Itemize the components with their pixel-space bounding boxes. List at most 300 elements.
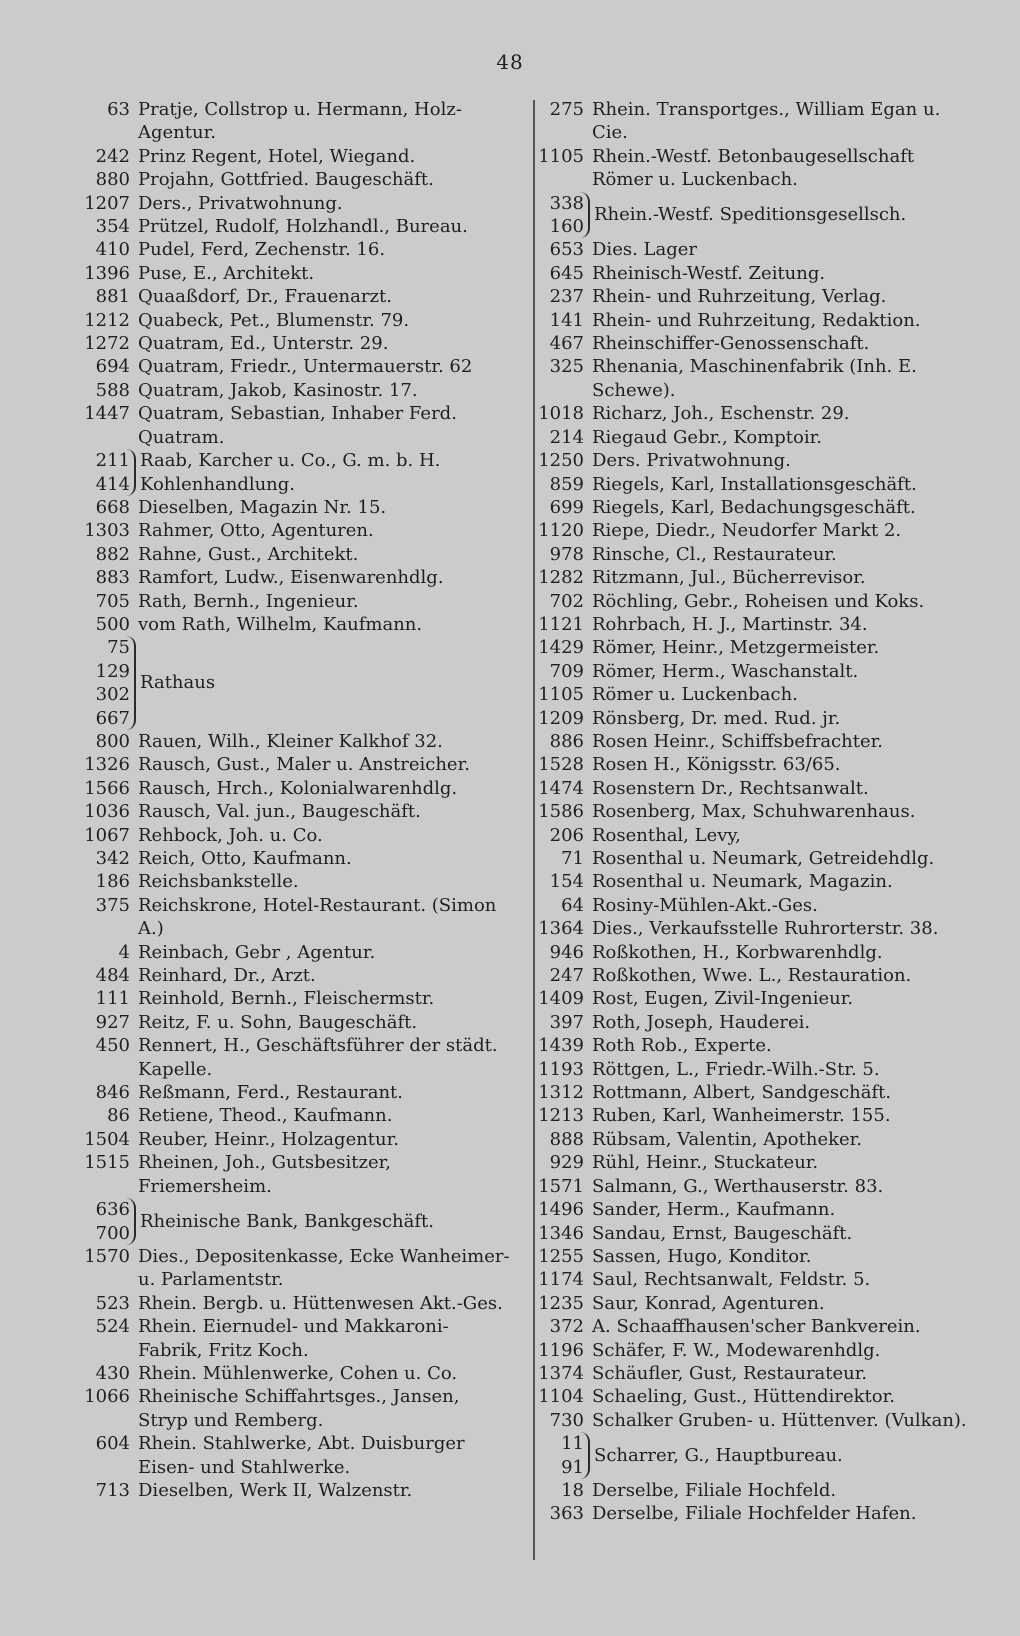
entry-number: 523 — [95, 1292, 130, 1314]
entry-text: Derselbe, Filiale Hochfelder Hafen. — [592, 1503, 917, 1525]
entry-text: Schaeling, Gust., Hüttendirektor. — [592, 1386, 895, 1408]
left-entry — [70, 1128, 510, 1151]
entry-number: 1504 — [84, 1128, 130, 1150]
right-entry — [530, 964, 980, 987]
entry-number: 1235 — [538, 1292, 584, 1314]
left-entry — [70, 379, 510, 402]
right-entry — [530, 1292, 980, 1315]
right-entry — [530, 1128, 980, 1151]
entry-number: 214 — [549, 426, 584, 448]
entry-number: 1346 — [538, 1222, 584, 1244]
entry-text: Römer, Heinr., Metzgermeister. — [592, 637, 880, 659]
entry-number: 730 — [549, 1409, 584, 1431]
entry-text: Dies. Lager — [592, 239, 697, 261]
entry-number: 11 91 — [530, 1432, 590, 1479]
right-entry — [530, 800, 980, 823]
left-entry — [70, 332, 510, 355]
left-entry — [70, 636, 510, 730]
entry-number: 946 — [549, 941, 584, 963]
entry-number: 154 — [549, 871, 584, 893]
right-entry — [530, 1011, 980, 1034]
entry-number: 71 — [561, 848, 584, 869]
right-entry — [530, 1339, 980, 1362]
entry-number: 1018 — [538, 403, 584, 425]
right-entry — [530, 753, 980, 776]
entry-text: Rathaus — [140, 672, 216, 694]
entry-text: Puse, E., Architekt. — [138, 262, 315, 284]
entry-number: 588 — [95, 379, 130, 401]
entry-number: 186 — [95, 871, 130, 893]
entry-number: 705 — [95, 590, 130, 612]
entry-text: Pudel, Ferd, Zechenstr. 16. — [138, 239, 386, 261]
entry-text: Rahne, Gust., Architekt. — [138, 543, 359, 565]
left-entry — [70, 1011, 510, 1034]
entry-text: Sassen, Hugo, Konditor. — [592, 1245, 812, 1267]
entry-text: Rhein. Stahlwerke, Abt. Duisburger Eisen- und Stahlwerke. — [138, 1433, 465, 1478]
entry-text: Rennert, H., Geschäftsführer der städt. Kapelle. — [138, 1035, 498, 1080]
entry-number: 694 — [95, 356, 130, 378]
page-number: 48 — [496, 50, 524, 74]
entry-text: Quaaßdorf, Dr., Frauenarzt. — [138, 286, 392, 308]
entry-text: Rost, Eugen, Zivil-Ingenieur. — [592, 988, 854, 1010]
left-entry — [70, 824, 510, 847]
entry-number: 63 — [107, 99, 130, 120]
entry-number: 1104 — [538, 1386, 584, 1408]
entry-number: 1193 — [538, 1058, 584, 1080]
entry-text: Röchling, Gebr., Roheisen und Koks. — [592, 590, 925, 612]
entry-number: 275 — [549, 99, 584, 120]
entry-number: 1282 — [538, 567, 584, 589]
left-entry — [70, 847, 510, 870]
entry-text: Quatram, Ed., Unterstr. 29. — [138, 333, 389, 355]
entry-number: 880 — [95, 169, 130, 191]
left-entry — [70, 1151, 510, 1198]
right-entry — [530, 262, 980, 285]
entry-number: 86 — [107, 1105, 130, 1127]
right-entry — [530, 145, 980, 192]
right-entry — [530, 1245, 980, 1268]
right-entry — [530, 426, 980, 449]
left-entry — [70, 402, 510, 449]
entry-text: Rheinschiffer-Genossenschaft. — [592, 333, 870, 355]
right-entry — [530, 496, 980, 519]
entry-text: Reichskrone, Hotel-Restaurant. (Simon A.) — [138, 894, 497, 940]
entry-number: 141 — [549, 309, 584, 331]
right-entry — [530, 870, 980, 893]
entry-text: Roßkothen, Wwe. L., Restauration. — [592, 965, 912, 987]
entry-number: 450 — [95, 1035, 130, 1057]
right-entry — [530, 1058, 980, 1081]
entry-text: Salmann, G., Werthauserstr. 83. — [592, 1175, 884, 1197]
left-entry — [70, 192, 510, 215]
entry-text: Riegels, Karl, Installationsgeschäft. — [592, 473, 917, 495]
entry-text: Ritzmann, Jul., Bücherrevisor. — [592, 567, 866, 589]
entry-number: 668 — [95, 496, 130, 518]
entry-text: Reich, Otto, Kaufmann. — [138, 848, 352, 869]
entry-number: 978 — [549, 543, 584, 565]
entry-number: 242 — [95, 145, 130, 167]
entry-text: Rausch, Hrch., Kolonialwarenhdlg. — [138, 777, 458, 799]
entry-text: Sandau, Ernst, Baugeschäft. — [592, 1222, 853, 1244]
right-entry — [530, 683, 980, 706]
entry-number: 372 — [549, 1316, 584, 1338]
right-entry — [530, 847, 980, 870]
right-column — [530, 98, 980, 1526]
left-entry — [70, 730, 510, 753]
entry-number: 1586 — [538, 801, 584, 823]
left-entry — [70, 800, 510, 823]
entry-number: 653 — [549, 239, 584, 261]
entry-text: Projahn, Gottfried. Baugeschäft. — [138, 169, 434, 191]
entry-number: 1036 — [84, 801, 130, 823]
left-entry — [70, 590, 510, 613]
entry-number: 709 — [549, 660, 584, 682]
entry-text: Rhein- und Ruhrzeitung, Redaktion. — [592, 309, 921, 331]
right-entry — [530, 1432, 980, 1479]
entry-text: Rhein. Mühlenwerke, Cohen u. Co. — [138, 1362, 458, 1384]
entry-number: 702 — [549, 590, 584, 612]
entry-text: Rausch, Val. jun., Baugeschäft. — [138, 801, 421, 823]
entry-number: 467 — [549, 333, 584, 355]
left-entry — [70, 1245, 510, 1292]
entry-text: Roth Rob., Experte. — [592, 1035, 772, 1057]
entry-number: 1250 — [538, 450, 584, 472]
entry-number: 1066 — [84, 1386, 130, 1408]
entry-number: 64 — [561, 894, 584, 916]
left-entry — [70, 753, 510, 776]
left-entry — [70, 1362, 510, 1385]
entry-text: Reinhold, Bernh., Fleischermstr. — [138, 988, 435, 1010]
entry-text: Rhenania, Maschinenfabrik (Inh. E. Schewe). — [592, 356, 917, 401]
entry-text: Reitz, F. u. Sohn, Baugeschäft. — [138, 1011, 418, 1033]
right-entry — [530, 613, 980, 636]
entry-number: 1213 — [538, 1105, 584, 1127]
right-entry — [530, 449, 980, 472]
entry-text: Dieselben, Werk II, Walzenstr. — [138, 1479, 413, 1501]
left-entry — [70, 566, 510, 589]
right-entry — [530, 917, 980, 940]
entry-number: 206 — [549, 824, 584, 846]
entry-text: Rottmann, Albert, Sandgeschäft. — [592, 1082, 892, 1104]
left-column — [70, 98, 510, 1502]
entry-text: Scharrer, G., Hauptbureau. — [594, 1444, 843, 1466]
right-entry — [530, 1034, 980, 1057]
entry-text: Ders. Privatwohnung. — [592, 450, 791, 472]
entry-text: Rosenthal u. Neumark, Getreidehdlg. — [592, 848, 935, 869]
left-entry — [70, 496, 510, 519]
entry-number: 484 — [95, 965, 130, 987]
entry-number: 1255 — [538, 1245, 584, 1267]
entry-text: Roth, Joseph, Hauderei. — [592, 1011, 811, 1033]
left-entry — [70, 98, 510, 145]
entry-number: 1570 — [84, 1245, 130, 1267]
left-entry — [70, 987, 510, 1010]
entry-number: 881 — [95, 286, 130, 308]
left-entry — [70, 1385, 510, 1432]
right-entry — [530, 660, 980, 683]
left-entry — [70, 1292, 510, 1315]
left-entry — [70, 285, 510, 308]
right-entry — [530, 355, 980, 402]
entry-text: Saur, Konrad, Agenturen. — [592, 1292, 825, 1314]
entry-text: Reichsbankstelle. — [138, 871, 299, 893]
right-entry — [530, 941, 980, 964]
right-entry — [530, 1362, 980, 1385]
entry-number: 1439 — [538, 1035, 584, 1057]
entry-number: 1396 — [84, 262, 130, 284]
entry-number: 1212 — [84, 309, 130, 331]
right-entry — [530, 1222, 980, 1245]
entry-text: Riegaud Gebr., Komptoir. — [592, 426, 822, 448]
entry-number: 1326 — [84, 754, 130, 776]
entry-number: 338 160 — [530, 192, 590, 239]
left-entry — [70, 309, 510, 332]
left-entry — [70, 1198, 510, 1245]
right-entry — [530, 894, 980, 917]
entry-number: 1174 — [538, 1269, 584, 1291]
left-entry — [70, 262, 510, 285]
entry-number: 645 — [549, 262, 584, 284]
entry-text: Roßkothen, H., Korbwarenhdlg. — [592, 941, 883, 963]
right-entry — [530, 1479, 980, 1502]
right-entry — [530, 1104, 980, 1127]
entry-text: Ramfort, Ludw., Eisenwarenhdlg. — [138, 567, 444, 589]
left-entry — [70, 1432, 510, 1479]
entry-text: Rhein. Eiernudel- und Makkaroni-Fabrik, Fritz Koch. — [138, 1316, 449, 1361]
entry-text: Quatram, Jakob, Kasinostr. 17. — [138, 379, 418, 401]
right-entry — [530, 1315, 980, 1338]
entry-number: 1067 — [84, 824, 130, 846]
entry-number: 325 — [549, 356, 584, 378]
right-entry — [530, 1175, 980, 1198]
left-entry — [70, 168, 510, 191]
right-entry — [530, 192, 980, 239]
entry-number: 927 — [95, 1011, 130, 1033]
entry-number: 1515 — [84, 1152, 130, 1174]
entry-number: 75 129 302 667 — [70, 636, 136, 730]
entry-text: Schäufler, Gust, Restaurateur. — [592, 1362, 868, 1384]
left-entry — [70, 870, 510, 893]
left-entry — [70, 355, 510, 378]
entry-text: Schalker Gruben- u. Hüttenver. (Vulkan). — [592, 1409, 967, 1431]
entry-number: 430 — [95, 1362, 130, 1384]
left-entry — [70, 777, 510, 800]
entry-text: Reßmann, Ferd., Restaurant. — [138, 1082, 403, 1104]
left-entry — [70, 964, 510, 987]
entry-text: Reuber, Heinr., Holzagentur. — [138, 1128, 399, 1150]
entry-text: Rehbock, Joh. u. Co. — [138, 824, 323, 846]
left-entry — [70, 145, 510, 168]
entry-text: Römer u. Luckenbach. — [592, 684, 798, 706]
entry-number: 1207 — [84, 192, 130, 214]
entry-number: 1474 — [538, 777, 584, 799]
entry-number: 1121 — [538, 613, 584, 635]
right-entry — [530, 1385, 980, 1408]
entry-number: 604 — [95, 1433, 130, 1455]
right-entry — [530, 519, 980, 542]
entry-text: Rühl, Heinr., Stuckateur. — [592, 1152, 819, 1174]
entry-number: 342 — [95, 848, 130, 869]
entry-number: 886 — [549, 730, 584, 752]
entry-text: Reinbach, Gebr , Agentur. — [138, 941, 376, 963]
entry-text: Rauen, Wilh., Kleiner Kalkhof 32. — [138, 730, 443, 752]
entry-number: 211 414 — [70, 449, 136, 496]
right-entry — [530, 824, 980, 847]
entry-number: 846 — [95, 1082, 130, 1104]
entry-text: Rhein.-Westf. Speditionsgesellsch. — [594, 204, 907, 226]
entry-text: Rosen H., Königsstr. 63/65. — [592, 754, 841, 776]
right-entry — [530, 730, 980, 753]
entry-number: 1196 — [538, 1339, 584, 1361]
entry-text: Prützel, Rudolf, Holzhandl., Bureau. — [138, 216, 468, 238]
entry-text: Rönsberg, Dr. med. Rud. jr. — [592, 707, 841, 729]
entry-number: 713 — [95, 1479, 130, 1501]
entry-text: Quatram, Sebastian, Inhaber Ferd. Quatram. — [138, 403, 457, 448]
entry-text: Saul, Rechtsanwalt, Feldstr. 5. — [592, 1269, 871, 1291]
entry-text: Raab, Karcher u. Co., G. m. b. H. Kohlenhandlung. — [140, 450, 441, 495]
entry-text: Dies., Verkaufsstelle Ruhrorterstr. 38. — [592, 918, 939, 940]
entry-number: 1571 — [538, 1175, 584, 1197]
entry-text: Schäfer, F. W., Modewarenhdlg. — [592, 1339, 881, 1361]
entry-text: Richarz, Joh., Eschenstr. 29. — [592, 403, 850, 425]
entry-number: 1528 — [538, 754, 584, 776]
entry-text: Rosenthal u. Neumark, Magazin. — [592, 871, 893, 893]
right-entry — [530, 1268, 980, 1291]
right-entry — [530, 543, 980, 566]
entry-number: 699 — [549, 496, 584, 518]
right-entry — [530, 473, 980, 496]
entry-number: 247 — [549, 965, 584, 987]
right-entry — [530, 309, 980, 332]
entry-number: 237 — [549, 286, 584, 308]
entry-text: Reinhard, Dr., Arzt. — [138, 965, 316, 987]
entry-text: Riepe, Diedr., Neudorfer Markt 2. — [592, 520, 902, 542]
entry-text: Rheinisch-Westf. Zeitung. — [592, 262, 826, 284]
entry-text: Quabeck, Pet., Blumenstr. 79. — [138, 309, 410, 331]
left-entry — [70, 238, 510, 261]
entry-text: Rhein. Transportges., William Egan u. Cie. — [592, 99, 941, 144]
entry-text: Rosen Heinr., Schiffsbefrachter. — [592, 730, 883, 752]
entry-number: 524 — [95, 1316, 130, 1338]
entry-text: Rhein- und Ruhrzeitung, Verlag. — [592, 286, 887, 308]
entry-text: Pratje, Collstrop u. Hermann, Holz-Agentur. — [138, 99, 462, 144]
right-entry — [530, 1198, 980, 1221]
entry-text: A. Schaaffhausen'scher Bankverein. — [592, 1316, 921, 1338]
right-entry — [530, 566, 980, 589]
entry-number: 4 — [118, 941, 130, 963]
entry-text: Prinz Regent, Hotel, Wiegand. — [138, 145, 416, 167]
right-entry — [530, 1081, 980, 1104]
entry-text: Rheinische Bank, Bankgeschäft. — [140, 1210, 434, 1232]
entry-number: 363 — [549, 1503, 584, 1525]
entry-number: 111 — [95, 988, 130, 1010]
entry-number: 500 — [95, 613, 130, 635]
left-entry — [70, 543, 510, 566]
entry-text: Rinsche, Cl., Restaurateur. — [592, 543, 837, 565]
entry-number: 882 — [95, 543, 130, 565]
left-entry — [70, 613, 510, 636]
entry-text: Ruben, Karl, Wanheimerstr. 155. — [592, 1105, 891, 1127]
entry-number: 888 — [549, 1128, 584, 1150]
entry-text: Rosenberg, Max, Schuhwarenhaus. — [592, 801, 916, 823]
entry-number: 929 — [549, 1152, 584, 1174]
entry-number: 1447 — [84, 403, 130, 425]
entry-number: 410 — [95, 239, 130, 261]
left-entry — [70, 894, 510, 941]
right-entry — [530, 707, 980, 730]
entry-number: 1105 — [538, 684, 584, 706]
entry-text: Rath, Bernh., Ingenieur. — [138, 590, 359, 612]
right-entry — [530, 238, 980, 261]
entry-number: 1120 — [538, 520, 584, 542]
entry-text: Rosiny-Mühlen-Akt.-Ges. — [592, 894, 818, 916]
left-entry — [70, 941, 510, 964]
entry-number: 800 — [95, 730, 130, 752]
right-entry — [530, 636, 980, 659]
entry-text: Sander, Herm., Kaufmann. — [592, 1199, 836, 1221]
entry-number: 1312 — [538, 1082, 584, 1104]
right-entry — [530, 777, 980, 800]
left-entry — [70, 1479, 510, 1502]
entry-text: Röttgen, L., Friedr.-Wilh.-Str. 5. — [592, 1058, 880, 1080]
entry-text: Rübsam, Valentin, Apotheker. — [592, 1128, 862, 1150]
entry-number: 1496 — [538, 1199, 584, 1221]
entry-number: 636 700 — [70, 1198, 136, 1245]
left-entry — [70, 449, 510, 496]
entry-text: Rahmer, Otto, Agenturen. — [138, 520, 374, 542]
entry-number: 1303 — [84, 520, 130, 542]
right-entry — [530, 987, 980, 1010]
left-entry — [70, 215, 510, 238]
entry-number: 1429 — [538, 637, 584, 659]
right-entry — [530, 1151, 980, 1174]
entry-text: Rosenstern Dr., Rechtsanwalt. — [592, 777, 869, 799]
entry-text: Dies., Depositenkasse, Ecke Wanheimer- u. Parlamentstr. — [138, 1245, 510, 1291]
entry-number: 1105 — [538, 145, 584, 167]
entry-number: 397 — [549, 1011, 584, 1033]
entry-number: 1374 — [538, 1362, 584, 1384]
entry-number: 1566 — [84, 777, 130, 799]
entry-text: Dieselben, Magazin Nr. 15. — [138, 496, 387, 518]
right-entry — [530, 332, 980, 355]
entry-text: vom Rath, Wilhelm, Kaufmann. — [138, 613, 423, 635]
right-entry — [530, 590, 980, 613]
entry-number: 1364 — [538, 918, 584, 940]
right-entry — [530, 1409, 980, 1432]
entry-number: 859 — [549, 473, 584, 495]
left-entry — [70, 1104, 510, 1127]
entry-number: 883 — [95, 567, 130, 589]
entry-text: Rheinische Schiffahrtsges., Jansen, Stryp und Remberg. — [138, 1386, 460, 1431]
entry-number: 18 — [561, 1479, 584, 1501]
entry-number: 1272 — [84, 333, 130, 355]
entry-text: Rhein.-Westf. Betonbaugesellschaft Römer u. Luckenbach. — [592, 145, 915, 191]
entry-number: 354 — [95, 216, 130, 238]
entry-text: Rosenthal, Levy, — [592, 824, 741, 846]
entry-text: Retiene, Theod., Kaufmann. — [138, 1105, 393, 1127]
left-entry — [70, 1034, 510, 1081]
left-entry — [70, 1081, 510, 1104]
entry-text: Rhein. Bergb. u. Hüttenwesen Akt.-Ges. — [138, 1292, 503, 1314]
right-entry — [530, 402, 980, 425]
entry-text: Derselbe, Filiale Hochfeld. — [592, 1479, 837, 1501]
entry-number: 375 — [95, 894, 130, 916]
entry-text: Rohrbach, H. J., Martinstr. 34. — [592, 613, 868, 635]
right-entry — [530, 98, 980, 145]
entry-number: 1409 — [538, 988, 584, 1010]
entry-text: Ders., Privatwohnung. — [138, 192, 343, 214]
entry-text: Rheinen, Joh., Gutsbesitzer, Friemersheim. — [138, 1152, 391, 1197]
